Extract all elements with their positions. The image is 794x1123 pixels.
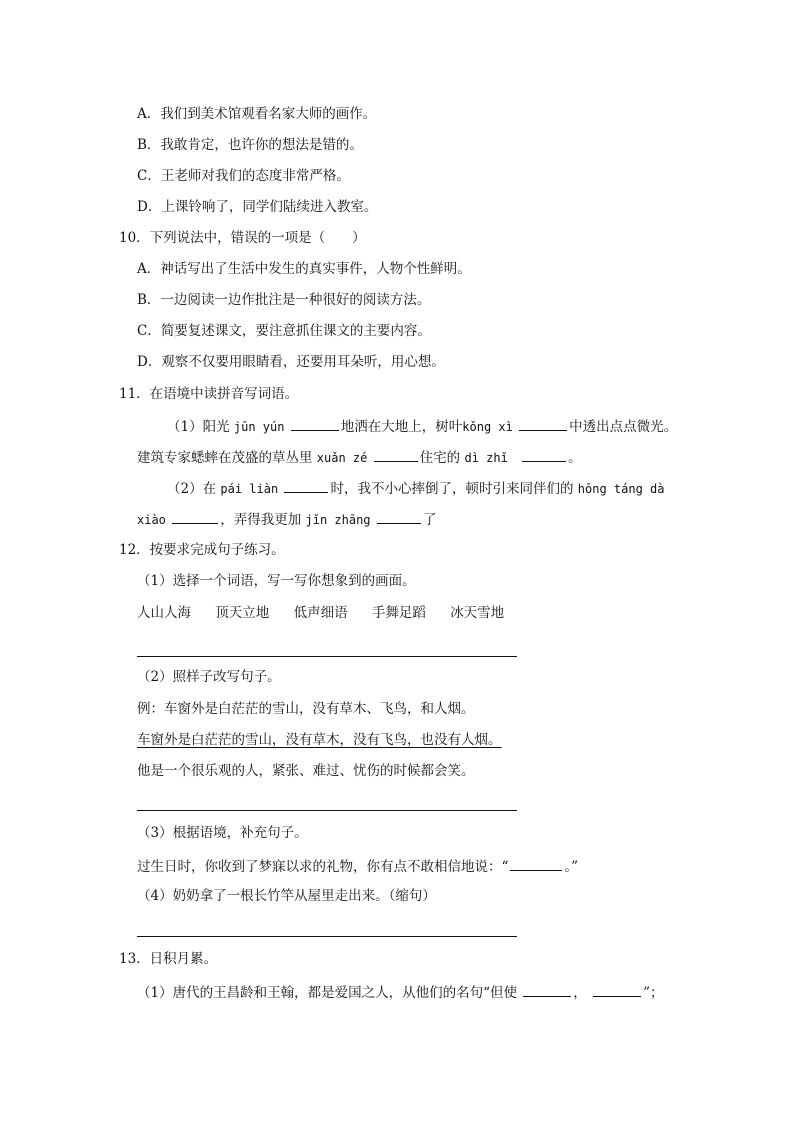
q13-s1-suffix: ”；	[643, 985, 664, 1001]
q12-example-answer: 车窗外是白茫茫的雪山，没有草木，没有飞鸟，也没有人烟。	[137, 732, 502, 748]
q10-option-a: A．神话写出了生活中发生的真实事件，人物个性鲜明。	[137, 261, 471, 277]
q10-option-b: B．一边阅读一边作批注是一种很好的阅读方法。	[137, 292, 431, 308]
q11-p1-prefix: （1）阳光	[167, 419, 230, 435]
q11-t3: 建筑专家蟋蟀在茂盛的草丛里	[137, 450, 313, 466]
q11-line-1	[167, 416, 677, 436]
q12-sub3-sentence	[137, 856, 578, 876]
q11-p2-prefix: （2）在	[167, 481, 217, 497]
q11-line-3	[167, 478, 664, 498]
q10-option-c: C．简要复述课文，要注意抓住课文的主要内容。	[137, 323, 431, 339]
q11-t5: 。	[568, 450, 582, 466]
answer-blank-kongxi[interactable]	[519, 416, 567, 431]
answer-blank-q13-b[interactable]	[593, 982, 641, 997]
q11-t4: 住宅的	[419, 450, 461, 466]
q11-t2: 中透出点点微光。	[569, 419, 678, 435]
q12-example: 例：车窗外是白茫茫的雪山，没有草木、飞鸟，和人烟。	[137, 701, 475, 717]
word-option: 顶天立地	[215, 605, 270, 621]
q11-line-4	[137, 509, 436, 529]
pinyin-hongtangda: hōng táng dà	[577, 482, 665, 496]
q12-sub2-sentence: 他是一个很乐观的人，紧张、难过、忧伤的时候都会笑。	[137, 763, 475, 779]
answer-blank-hongtangdaxiao[interactable]	[172, 509, 218, 524]
pinyin-junyun: jūn yún	[233, 420, 285, 434]
pinyin-xiao: xiào	[137, 513, 166, 527]
word-option: 低声细语	[293, 605, 348, 621]
q12-sub2: （2）照样子改写句子。	[137, 669, 281, 685]
q12-s3-suffix: 。”	[564, 859, 579, 875]
q9-option-a: A．我们到美术馆观看名家大师的画作。	[137, 106, 377, 122]
q9-option-d: D．上课铃响了，同学们陆续进入教室。	[137, 199, 378, 215]
word-option: 人山人海	[137, 605, 191, 621]
q12-word-list	[137, 604, 504, 622]
answer-line-q12-2[interactable]	[137, 810, 517, 811]
answer-line-q12-1[interactable]	[137, 656, 517, 657]
answer-blank-xuanze[interactable]	[374, 447, 418, 462]
answer-blank-jinzhang[interactable]	[377, 509, 421, 524]
answer-blank-q13-a[interactable]	[523, 982, 571, 997]
word-option: 冰天雪地	[450, 605, 505, 621]
q9-option-b: B．我敢肯定，也许你的想法是错的。	[137, 137, 363, 153]
pinyin-jinzhang: jǐn zhāng	[305, 513, 371, 527]
q13-s1-sep: ，	[573, 985, 587, 1001]
q13-sub1	[137, 982, 664, 1002]
q12-sub1: （1）选择一个词语，写一写你想象到的画面。	[137, 573, 416, 589]
q10-stem: 10．下列说法中，错误的一项是（ ）	[119, 230, 366, 246]
q12-stem: 12．按要求完成句子练习。	[119, 542, 285, 558]
q11-t7: ，弄得我更加	[220, 512, 302, 528]
q11-t8: 了	[422, 512, 437, 528]
pinyin-dizhi: dì zhǐ	[464, 451, 508, 465]
q11-t6: 时，我不小心摔倒了，顿时引来同伴们的	[330, 481, 574, 497]
q11-stem: 11．在语境中读拼音写词语。	[119, 386, 299, 402]
q13-s1-prefix: （1）唐代的王昌龄和王翰，都是爱国之人，从他们的名句“但使	[137, 985, 517, 1001]
q12-s3-prefix: 过生日时，你收到了梦寐以求的礼物，你有点不敢相信地说：“	[137, 859, 509, 875]
q12-sub3: （3）根据语境，补充句子。	[137, 825, 308, 841]
q9-option-c: C．王老师对我们的态度非常严格。	[137, 168, 350, 184]
pinyin-kongxi: kǒng xì	[462, 420, 513, 434]
answer-blank-dizhi[interactable]	[522, 447, 566, 462]
q13-stem: 13．日积月累。	[119, 951, 218, 967]
answer-blank-q12-3[interactable]	[510, 856, 562, 871]
answer-line-q12-4[interactable]	[137, 936, 517, 937]
word-option: 手舞足蹈	[371, 605, 426, 621]
q11-line-2	[137, 447, 582, 467]
q10-option-d: D．观察不仅要用眼睛看，还要用耳朵听，用心想。	[137, 354, 445, 370]
answer-blank-pailian[interactable]	[284, 478, 328, 493]
q12-sub4: （4）奶奶拿了一根长竹竿从屋里走出来。（缩句）	[137, 888, 436, 904]
pinyin-pailian: pái liàn	[220, 482, 279, 496]
pinyin-xuanze: xuǎn zé	[316, 451, 368, 465]
answer-blank-junyun[interactable]	[291, 416, 339, 431]
q11-t1: 地洒在大地上，树叶	[340, 419, 463, 435]
